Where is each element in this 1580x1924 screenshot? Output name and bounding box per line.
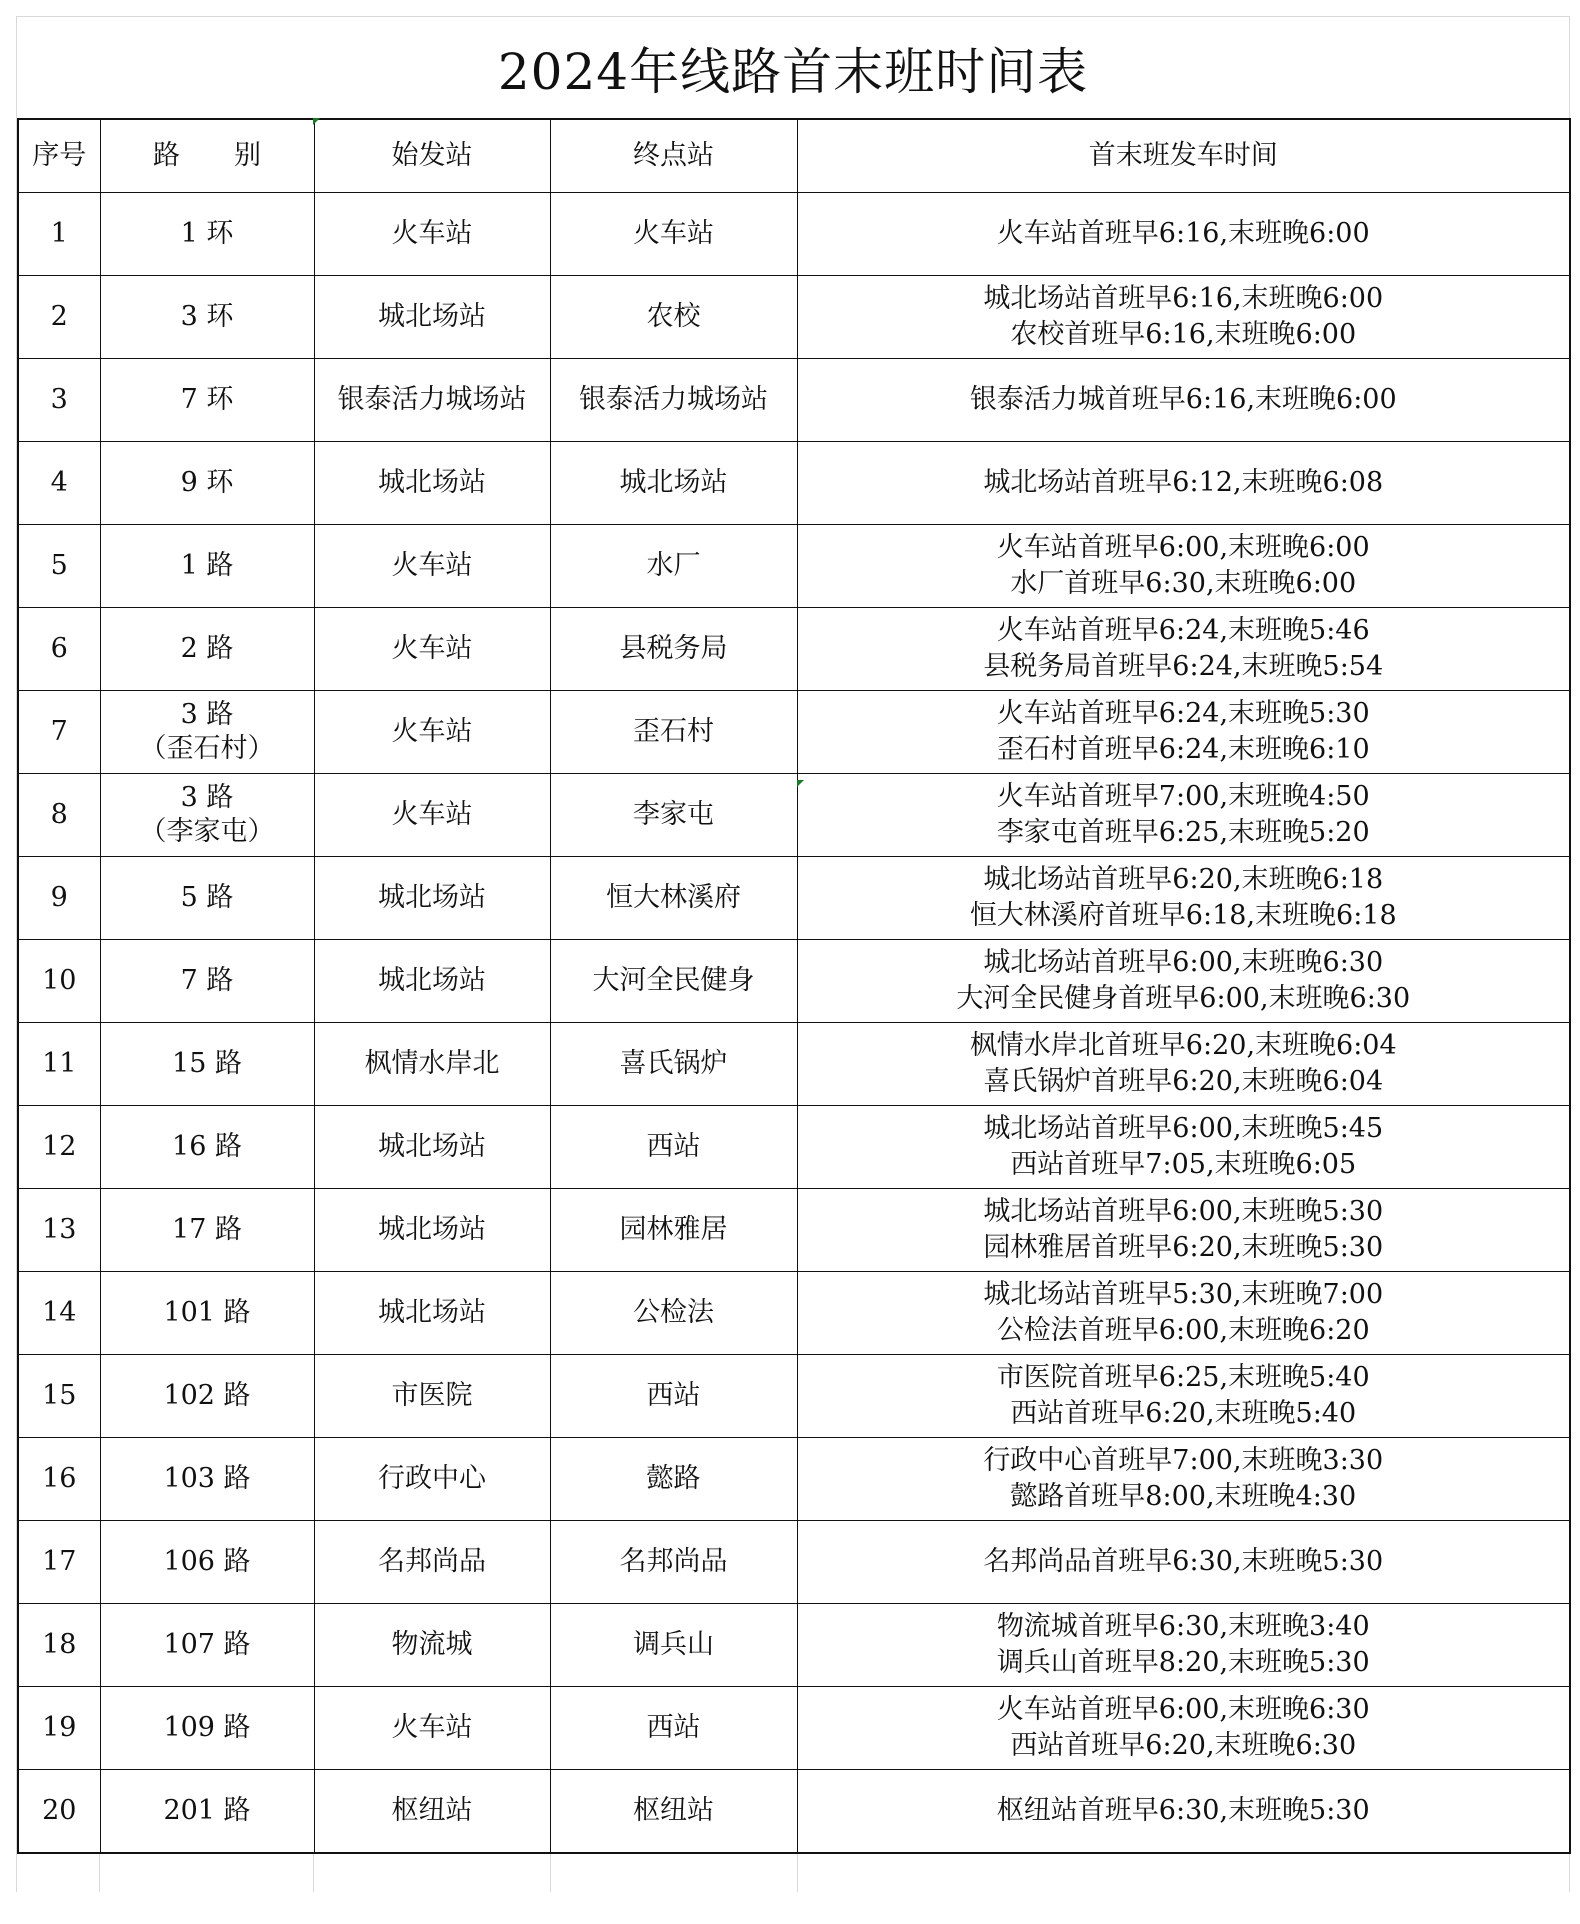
schedule-cell [797,1272,1570,1355]
start-station: 城北场站 [314,940,550,1023]
schedule-line: 城北场站首班早6:00,末班晚5:45 [983,1113,1384,1144]
start-station: 城北场站 [314,1272,550,1355]
schedule-line: 枫情水岸北首班早6:20,末班晚6:04 [969,1030,1397,1061]
empty-sheet-row [17,1854,1569,1892]
table-row [18,1189,1570,1272]
schedule-line: 火车站首班早7:00,末班晚4:50 [996,781,1370,812]
route-line: 109 路 [163,1712,251,1743]
end-station: 银泰活力城场站 [550,359,797,442]
end-station: 大河全民健身 [550,940,797,1023]
schedule-line: 枢纽站首班早6:30,末班晚5:30 [996,1795,1370,1826]
end-station: 李家屯 [550,774,797,857]
schedule-line: 西站首班早6:20,末班晚6:30 [1010,1730,1357,1761]
end-station: 懿路 [550,1438,797,1521]
route-name [100,1770,314,1854]
route-line: 17 路 [172,1214,242,1245]
header-start-station: 始发站 [314,119,550,193]
row-number: 18 [18,1604,100,1687]
route-line: 1 环 [180,218,234,249]
end-station: 县税务局 [550,608,797,691]
route-line: 106 路 [163,1546,251,1577]
route-line: 7 环 [180,384,234,415]
route-line: 2 路 [180,633,234,664]
start-station: 城北场站 [314,1189,550,1272]
start-station: 火车站 [314,193,550,276]
route-name [100,1438,314,1521]
start-station: 火车站 [314,608,550,691]
table-row [18,857,1570,940]
schedule-line: 名邦尚品首班早6:30,末班晚5:30 [983,1546,1384,1577]
start-station: 枢纽站 [314,1770,550,1854]
end-station: 火车站 [550,193,797,276]
header-schedule: 首末班发车时间 [797,119,1570,193]
start-station: 城北场站 [314,442,550,525]
schedule-line: 喜氏锅炉首班早6:20,末班晚6:04 [983,1066,1384,1097]
start-station: 火车站 [314,525,550,608]
route-name [100,276,314,359]
cell-comment-marker [313,118,320,125]
schedule-line: 园林雅居首班早6:20,末班晚5:30 [983,1232,1384,1263]
route-line: 1 路 [180,550,234,581]
route-name [100,1604,314,1687]
route-line: （李家屯） [139,816,275,847]
route-line: 16 路 [172,1131,242,1162]
schedule-line: 西站首班早7:05,末班晚6:05 [1010,1149,1357,1180]
row-number: 1 [18,193,100,276]
table-row [18,525,1570,608]
schedule-line: 水厂首班早6:30,末班晚6:00 [1010,568,1357,599]
table-row [18,774,1570,857]
route-line: 5 路 [180,882,234,913]
schedule-line: 行政中心首班早7:00,末班晚3:30 [983,1445,1384,1476]
route-name [100,691,314,774]
schedule-line: 城北场站首班早6:16,末班晚6:00 [983,283,1384,314]
schedule-cell [797,1438,1570,1521]
schedule-cell [797,608,1570,691]
schedule-cell [797,359,1570,442]
table-row [18,1272,1570,1355]
route-line: 101 路 [163,1297,251,1328]
schedule-line: 李家屯首班早6:25,末班晚5:20 [996,817,1370,848]
schedule-line: 火车站首班早6:24,末班晚5:30 [996,698,1370,729]
cell-comment-marker [797,780,804,787]
route-line: 102 路 [163,1380,251,1411]
schedule-cell [797,1023,1570,1106]
table-row [18,1106,1570,1189]
row-number: 19 [18,1687,100,1770]
end-station: 园林雅居 [550,1189,797,1272]
start-station: 火车站 [314,774,550,857]
end-station: 城北场站 [550,442,797,525]
row-number: 7 [18,691,100,774]
table-row [18,1770,1570,1854]
schedule-cell [797,1355,1570,1438]
table-header-row [18,119,1570,193]
schedule-line: 调兵山首班早8:20,末班晚5:30 [996,1647,1370,1678]
schedule-line: 火车站首班早6:24,末班晚5:46 [996,615,1370,646]
table-row [18,1687,1570,1770]
route-line: 15 路 [172,1048,242,1079]
schedule-line: 懿路首班早8:00,末班晚4:30 [1010,1481,1357,1512]
header-end-station: 终点站 [550,119,797,193]
schedule-cell [797,1189,1570,1272]
header-route: 路 别 [100,119,314,193]
schedule-line: 农校首班早6:16,末班晚6:00 [1010,319,1357,350]
end-station: 喜氏锅炉 [550,1023,797,1106]
row-number: 20 [18,1770,100,1854]
route-line: 7 路 [180,965,234,996]
row-number: 8 [18,774,100,857]
start-station: 枫情水岸北 [314,1023,550,1106]
table-row [18,1355,1570,1438]
schedule-line: 城北场站首班早5:30,末班晚7:00 [983,1279,1384,1310]
schedule-cell [797,691,1570,774]
start-station: 火车站 [314,691,550,774]
route-line: 201 路 [163,1795,251,1826]
route-line: 3 环 [180,301,234,332]
route-name [100,857,314,940]
schedule-line: 市医院首班早6:25,末班晚5:40 [996,1362,1370,1393]
row-number: 2 [18,276,100,359]
schedule-line: 恒大林溪府首班早6:18,末班晚6:18 [969,900,1397,931]
route-name [100,1355,314,1438]
schedule-line: 县税务局首班早6:24,末班晚5:54 [983,651,1384,682]
schedule-line: 火车站首班早6:16,末班晚6:00 [996,218,1370,249]
route-name [100,1687,314,1770]
row-number: 16 [18,1438,100,1521]
end-station: 西站 [550,1687,797,1770]
start-station: 市医院 [314,1355,550,1438]
schedule-cell [797,857,1570,940]
start-station: 城北场站 [314,276,550,359]
schedule-cell [797,1770,1570,1854]
table-row [18,940,1570,1023]
page-title: 2024年线路首末班时间表 [497,42,1089,101]
end-station: 公检法 [550,1272,797,1355]
end-station: 歪石村 [550,691,797,774]
start-station: 城北场站 [314,857,550,940]
schedule-line: 大河全民健身首班早6:00,末班晚6:30 [956,983,1411,1014]
schedule-cell [797,1521,1570,1604]
schedule-line: 城北场站首班早6:12,末班晚6:08 [983,467,1384,498]
route-name [100,940,314,1023]
timetable-sheet [16,16,1570,1892]
timetable [17,118,1571,1854]
schedule-cell [797,525,1570,608]
start-station: 行政中心 [314,1438,550,1521]
table-row [18,608,1570,691]
row-number: 5 [18,525,100,608]
route-name [100,1023,314,1106]
route-name [100,1521,314,1604]
schedule-line: 物流城首班早6:30,末班晚3:40 [996,1611,1370,1642]
end-station: 枢纽站 [550,1770,797,1854]
start-station: 名邦尚品 [314,1521,550,1604]
route-name [100,1189,314,1272]
row-number: 13 [18,1189,100,1272]
row-number: 6 [18,608,100,691]
end-station: 恒大林溪府 [550,857,797,940]
table-row [18,691,1570,774]
row-number: 15 [18,1355,100,1438]
table-row [18,276,1570,359]
route-line: 3 路 [180,699,234,730]
end-station: 西站 [550,1355,797,1438]
route-name [100,525,314,608]
row-number: 9 [18,857,100,940]
row-number: 4 [18,442,100,525]
end-station: 调兵山 [550,1604,797,1687]
end-station: 名邦尚品 [550,1521,797,1604]
route-line: 107 路 [163,1629,251,1660]
route-line: 9 环 [180,467,234,498]
table-row [18,1604,1570,1687]
schedule-cell [797,276,1570,359]
row-number: 3 [18,359,100,442]
end-station: 农校 [550,276,797,359]
row-number: 10 [18,940,100,1023]
route-name [100,442,314,525]
schedule-line: 银泰活力城首班早6:16,末班晚6:00 [969,384,1397,415]
table-row [18,442,1570,525]
route-name [100,1272,314,1355]
route-name [100,608,314,691]
route-name [100,193,314,276]
start-station: 银泰活力城场站 [314,359,550,442]
schedule-cell [797,1106,1570,1189]
table-row [18,359,1570,442]
schedule-cell [797,940,1570,1023]
schedule-line: 城北场站首班早6:00,末班晚5:30 [983,1196,1384,1227]
route-name [100,774,314,857]
schedule-cell [797,1604,1570,1687]
end-station: 西站 [550,1106,797,1189]
schedule-cell [797,1687,1570,1770]
header-no: 序号 [18,119,100,193]
row-number: 12 [18,1106,100,1189]
schedule-line: 城北场站首班早6:20,末班晚6:18 [983,864,1384,895]
schedule-cell [797,774,1570,857]
schedule-line: 城北场站首班早6:00,末班晚6:30 [983,947,1384,978]
table-row [18,193,1570,276]
route-line: （歪石村） [139,733,275,764]
route-name [100,1106,314,1189]
table-row [18,1023,1570,1106]
schedule-cell [797,193,1570,276]
route-name [100,359,314,442]
schedule-line: 歪石村首班早6:24,末班晚6:10 [996,734,1370,765]
row-number: 14 [18,1272,100,1355]
schedule-line: 公检法首班早6:00,末班晚6:20 [996,1315,1370,1346]
start-station: 城北场站 [314,1106,550,1189]
start-station: 火车站 [314,1687,550,1770]
table-row [18,1521,1570,1604]
row-number: 11 [18,1023,100,1106]
end-station: 水厂 [550,525,797,608]
route-line: 3 路 [180,782,234,813]
schedule-line: 火车站首班早6:00,末班晚6:00 [996,532,1370,563]
table-row [18,1438,1570,1521]
row-number: 17 [18,1521,100,1604]
start-station: 物流城 [314,1604,550,1687]
schedule-line: 西站首班早6:20,末班晚5:40 [1010,1398,1357,1429]
route-line: 103 路 [163,1463,251,1494]
schedule-cell [797,442,1570,525]
schedule-line: 火车站首班早6:00,末班晚6:30 [996,1694,1370,1725]
